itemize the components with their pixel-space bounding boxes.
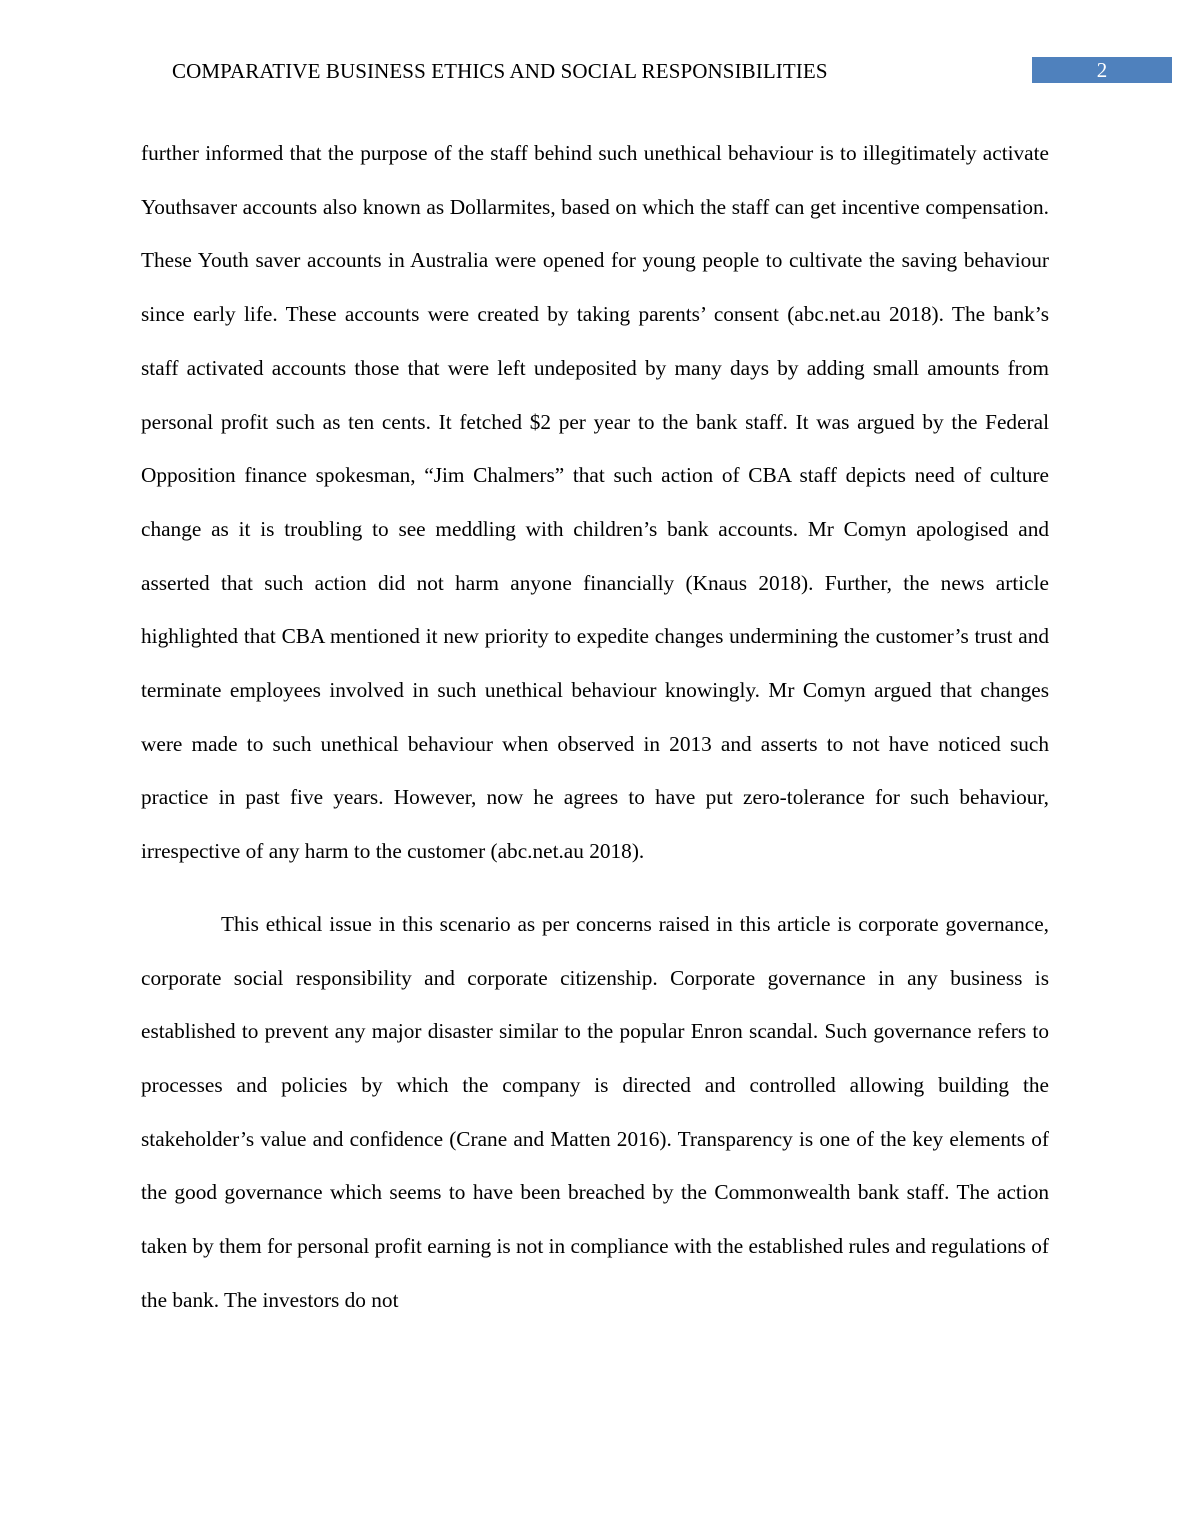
running-header-title: COMPARATIVE BUSINESS ETHICS AND SOCIAL RESPONSIBILITIES bbox=[172, 59, 828, 83]
page-number-badge: 2 bbox=[1032, 57, 1172, 83]
body-paragraph: further informed that the purpose of the staff behind such unethical behaviour is to illegitimately activate Youthsaver accounts also known as Dollarmites, based on which the staff can get incentive compensation. These Youth saver accounts in Australia were opened for young people to cultivate the saving behaviour since early life. These accounts were created by taking parents’ consent (abc.net.au 2018). The bank’s staff activated accounts those that were left undeposited by many days by adding small amounts from personal profit such as ten cents. It fetched $2 per year to the bank staff. It was argued by the Federal Opposition finance spokesman, “Jim Chalmers” that such action of CBA staff depicts need of culture change as it is troubling to see meddling with children’s bank accounts. Mr Comyn apologised and asserted that such action did not harm anyone financially (Knaus 2018). Further, the news article highlighted that CBA mentioned it new priority to expedite changes undermining the customer’s trust and terminate employees involved in such unethical behaviour knowingly. Mr Comyn argued that changes were made to such unethical behaviour when observed in 2013 and asserts to not have noticed such practice in past five years. However, now he agrees to have put zero-tolerance for such behaviour, irrespective of any harm to the customer (abc.net.au 2018). bbox=[141, 141, 1049, 864]
document-body bbox=[141, 127, 1049, 1327]
body-paragraph: This ethical issue in this scenario as per concerns raised in this article is corporate governance, corporate social responsibility and corporate citizenship. Corporate governance in any business is established to prevent any major disaster similar to the popular Enron scandal. Such governance refers to processes and policies by which the company is directed and controlled allowing building the stakeholder’s value and confidence (Crane and Matten 2016). Transparency is one of the key elements of the good governance which seems to have been breached by the Commonwealth bank staff. The action taken by them for personal profit earning is not in compliance with the established rules and regulations of the bank. The investors do not bbox=[141, 911, 1049, 1312]
